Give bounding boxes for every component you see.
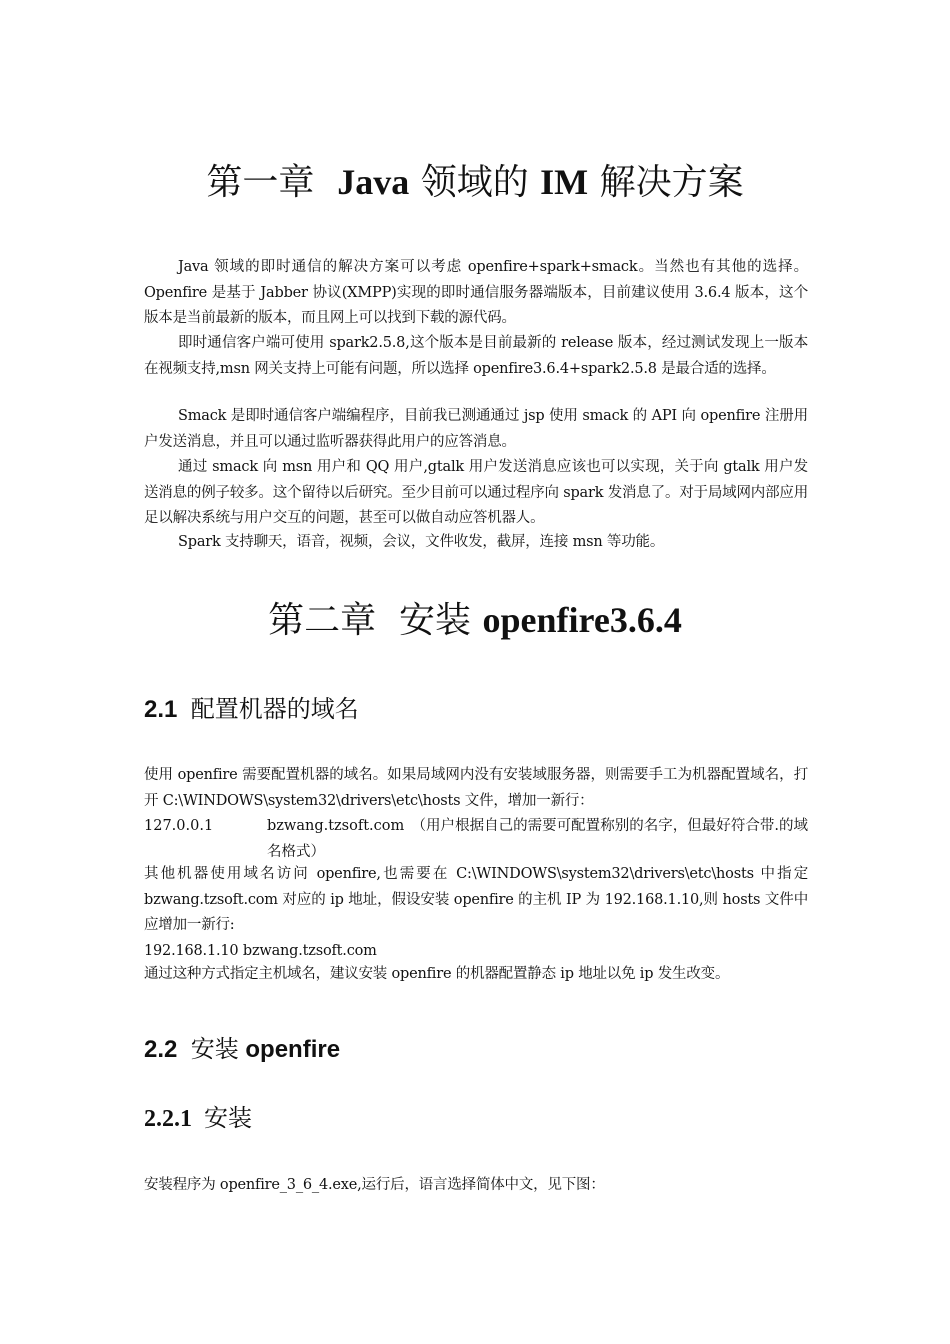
- chapter-1-prefix: 第一章: [206, 162, 315, 203]
- subsection-2-2-1-title: 安装: [204, 1106, 252, 1132]
- hosts-line: 192.168.1.10 bzwang.tzsoft.com: [144, 943, 377, 959]
- chapter-1-suffix: 解决方案: [599, 162, 744, 203]
- chapter-2-mid: 安装: [399, 600, 472, 641]
- chapter-1-paragraph-4: 通过 smack 向 msn 用户和 QQ 用户,gtalk 用户发送消息应该也可以实现，关于向 gtalk 用户发送消息的例子较多。这个留待以后研究。至少目前可以通过程序向 spark 发消息了。对于局域网内部应用足以解决系统与用户交互的问题，甚至可以做自动应答机器人。: [144, 459, 808, 526]
- section-2-1-number: 2.1: [144, 696, 178, 723]
- section-2-1-paragraph-2: 其他机器使用域名访问 openfire,也需要在 C:\WINDOWS\system32\drivers\etc\hosts 中指定 bzwang.tzsoft.com 对应的 ip 地址，假设安装 openfire 的主机 IP 为 192.168.1.10,则 hosts 文件中应增加一新行:: [144, 866, 808, 933]
- section-2-2-heading: [144, 1035, 340, 1065]
- hosts-entry-description: bzwang.tzsoft.com （用户根据自己的需要可配置称别的名字，但最好符合带.的域名格式）: [267, 818, 808, 860]
- chapter-1-title: [0, 160, 950, 205]
- chapter-1-mid: 领域的: [420, 162, 529, 203]
- chapter-1-paragraph-3: Smack 是即时通信客户端编程序，目前我已测通通过 jsp 使用 smack 的 API 向 openfire 注册用户发送消息，并且可以通过监听器获得此用户的应答消息。: [144, 408, 808, 450]
- section-2-1-title: 配置机器的域名: [190, 696, 359, 723]
- section-2-1-paragraph-3: 通过这种方式指定主机域名，建议安装 openfire 的机器配置静态 ip 地址以免 ip 发生改变。: [144, 966, 730, 982]
- chapter-1-java: Java: [337, 162, 410, 202]
- section-2-2-title-bold: openfire: [245, 1036, 341, 1063]
- chapter-1-paragraph-1: Java 领域的即时通信的解决方案可以考虑 openfire+spark+smack。当然也有其他的选择。Openfire 是基于 Jabber 协议(XMPP)实现的即时通信服务器端版本，目前建议使用 3.6.4 版本，这个版本是当前最新的版本，而且网上可以找到下载的源代码。: [144, 259, 808, 326]
- section-2-1-intro: 使用 openfire 需要配置机器的域名。如果局域网内没有安装域服务器，则需要手工为机器配置域名，打开 C:\WINDOWS\system32\drivers\etc\hosts 文件，增加一新行：: [144, 767, 808, 809]
- section-2-2-title-cn: 安装: [190, 1036, 239, 1063]
- section-2-2-number: 2.2: [144, 1036, 178, 1063]
- section-2-1-heading: [144, 695, 359, 725]
- hosts-entry-ip: 127.0.0.1: [144, 818, 214, 834]
- chapter-2-prefix: 第二章: [268, 600, 377, 641]
- chapter-2-title: [0, 598, 950, 643]
- subsection-2-2-1-heading: [144, 1104, 252, 1134]
- chapter-1-paragraph-5: Spark 支持聊天，语音，视频，会议，文件收发，截屏，连接 msn 等功能。: [178, 534, 665, 550]
- subsection-2-2-1-number: 2.2.1: [144, 1106, 192, 1132]
- chapter-1-paragraph-2: 即时通信客户端可使用 spark2.5.8,这个版本是目前最新的 release 版本，经过测试发现上一版本在视频支持,msn 网关支持上可能有问题，所以选择 openfire3.6.4+spark2.5.8 是最合适的选择。: [144, 335, 808, 377]
- subsection-2-2-1-text: 安装程序为 openfire_3_6_4.exe,运行后，语言选择简体中文，见下图：: [144, 1177, 605, 1193]
- chapter-2-bold: openfire3.6.4: [482, 600, 682, 640]
- chapter-1-im: IM: [540, 162, 589, 202]
